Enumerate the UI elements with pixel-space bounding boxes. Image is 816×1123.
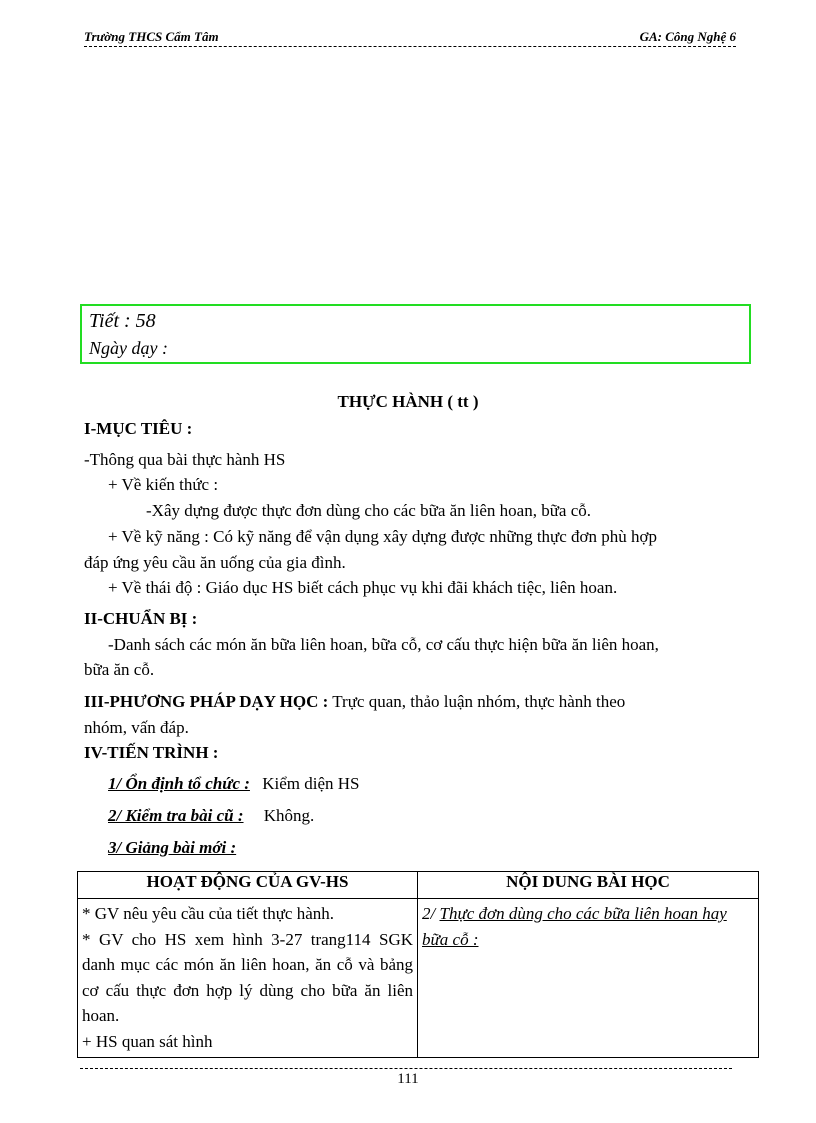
step-1-value: Kiểm diện HS [262,774,360,793]
table-header-row [78,872,759,899]
methods-text: Trực quan, thảo luận nhóm, thực hành theo [328,692,626,711]
activity-line: + HS quan sát hình [82,1031,213,1051]
activity-line: * GV cho HS xem hình 3-27 trang114 SGK danh mục các món ăn liên hoan, ăn cỗ và bảng cơ cấu thực đơn hợp lý dùng cho bữa ăn liên hoan. [82,929,413,1025]
preparation-line: -Danh sách các món ăn bữa liên hoan, bữa cỗ, cơ cấu thực hiện bữa ăn liên hoan, [108,635,659,654]
preparation-line: bữa ăn cỗ. [84,660,155,679]
methods-line [84,692,625,712]
content-cell [418,899,759,1058]
header-subject: GA: Công Nghệ 6 [639,29,736,44]
objective-line: + Về kỹ năng : Có kỹ năng để vận dụng xây dựng được những thực đơn phù hợp [108,527,658,546]
page-header [84,28,736,47]
table-row [78,899,759,1058]
content-number: 2/ [422,904,440,923]
objective-line: -Xây dựng được thực đơn dùng cho các bữa ăn liên hoan, bữa cỗ. [146,501,591,520]
section-heading-methods: III-PHƯƠNG PHÁP DẠY HỌC : [84,692,329,711]
table-header-content: NỘI DUNG BÀI HỌC [418,872,759,899]
step-1-label: 1/ Ổn định tổ chức : [108,774,250,793]
page-number: 111 [397,1071,419,1087]
footer-divider [80,1068,732,1069]
objective-line: + Về thái độ : Giáo dục HS biết cách phục vụ khi đãi khách tiệc, liên hoan. [108,578,618,597]
procedure-step-3: 3/ Giảng bài mới : [108,838,237,857]
lesson-table [77,871,759,1058]
lesson-info-box [80,304,751,364]
page-title: THỰC HÀNH ( tt ) [337,392,479,411]
table-header-activities: HOẠT ĐỘNG CỦA GV-HS [78,872,418,899]
step-2-value: Không. [263,806,315,825]
objective-line: + Về kiến thức : [108,475,219,494]
methods-text-cont: nhóm, vấn đáp. [84,718,189,737]
step-2-label: 2/ Kiểm tra bài cũ : [108,806,244,825]
objective-line: đáp ứng yêu cầu ăn uống của gia đình. [84,553,346,572]
teaching-date: Ngày dạy : [89,338,168,358]
section-heading-preparation: II-CHUẨN BỊ : [84,609,198,628]
objective-line: -Thông qua bài thực hành HS [84,450,286,469]
content-heading: Thực đơn dùng cho các bữa liên hoan hay bữa cỗ : [422,904,727,949]
header-school: Trường THCS Cẩm Tâm [84,29,219,44]
section-heading-objectives: I-MỤC TIÊU : [84,419,193,438]
lesson-period: Tiết : 58 [89,310,156,332]
procedure-step-2 [108,806,314,826]
activity-line: * GV nêu yêu cầu của tiết thực hành. [82,904,335,923]
procedure-step-1 [108,774,359,794]
activities-cell [78,899,418,1058]
section-heading-procedure: IV-TIẾN TRÌNH : [84,743,219,762]
